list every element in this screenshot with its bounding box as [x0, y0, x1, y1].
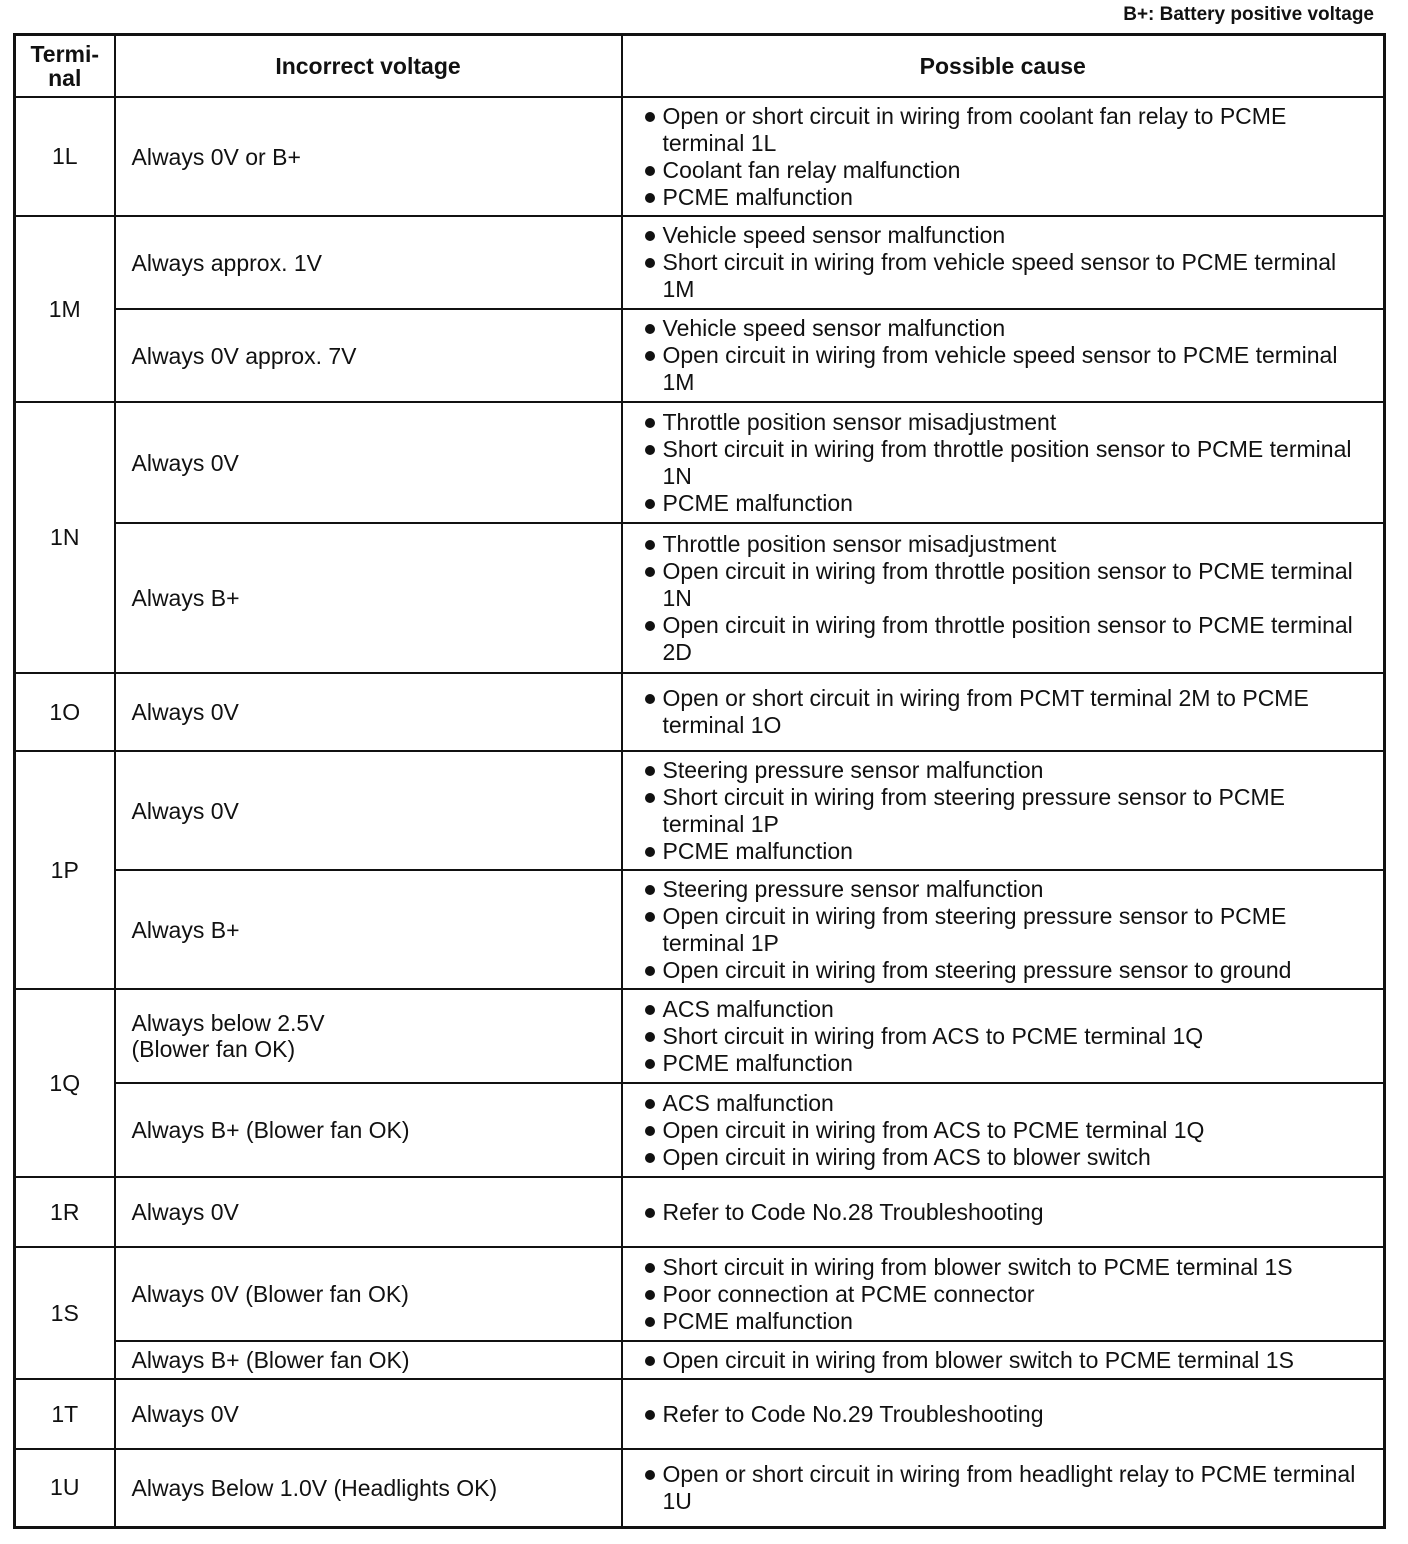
cause-item: Refer to Code No.28 Troubleshooting: [643, 1199, 1374, 1226]
cause-item: PCME malfunction: [643, 1308, 1374, 1335]
incorrect-voltage-cell: Always below 2.5V (Blower fan OK): [115, 989, 622, 1083]
table-row: [15, 1341, 1385, 1379]
cause-list: [643, 876, 1374, 984]
cause-item: Open circuit in wiring from ACS to blower switch: [643, 1144, 1374, 1171]
table-row: [15, 1247, 1385, 1341]
cause-list: [643, 103, 1374, 211]
cause-item: Refer to Code No.29 Troubleshooting: [643, 1401, 1374, 1428]
possible-cause-cell: [622, 309, 1385, 402]
incorrect-voltage-cell: Always 0V: [115, 402, 622, 523]
terminal-diagnosis-table: [13, 33, 1386, 1529]
table-row: [15, 1177, 1385, 1247]
possible-cause-cell: [622, 751, 1385, 870]
cause-item: Short circuit in wiring from vehicle speed sensor to PCME terminal 1M: [643, 249, 1374, 303]
cause-item: Throttle position sensor misadjustment: [643, 531, 1374, 558]
possible-cause-cell: [622, 1341, 1385, 1379]
cause-item: Open circuit in wiring from throttle position sensor to PCME terminal 2D: [643, 612, 1374, 666]
header-possible-cause: Possible cause: [622, 35, 1385, 98]
incorrect-voltage-cell: Always approx. 1V: [115, 216, 622, 309]
table-row: [15, 309, 1385, 402]
cause-item: Open or short circuit in wiring from coolant fan relay to PCME terminal 1L: [643, 103, 1374, 157]
possible-cause-cell: [622, 216, 1385, 309]
cause-item: Throttle position sensor misadjustment: [643, 409, 1374, 436]
cause-list: [643, 757, 1374, 865]
cause-item: Poor connection at PCME connector: [643, 1281, 1374, 1308]
cause-list: [643, 1401, 1374, 1428]
possible-cause-cell: [622, 1449, 1385, 1527]
battery-voltage-note: B+: Battery positive voltage: [1123, 4, 1374, 25]
cause-item: Short circuit in wiring from steering pressure sensor to PCME terminal 1P: [643, 784, 1374, 838]
table-row: [15, 1449, 1385, 1527]
cause-item: Short circuit in wiring from blower switch to PCME terminal 1S: [643, 1254, 1374, 1281]
incorrect-voltage-cell: Always 0V or B+: [115, 97, 622, 216]
cause-item: Coolant fan relay malfunction: [643, 157, 1374, 184]
table-row: [15, 1379, 1385, 1449]
incorrect-voltage-cell: Always B+: [115, 523, 622, 673]
incorrect-voltage-cell: Always B+: [115, 870, 622, 989]
header-incorrect-voltage: Incorrect voltage: [115, 35, 622, 98]
table-row: [15, 97, 1385, 216]
cause-list: [643, 1090, 1374, 1171]
possible-cause-cell: [622, 1083, 1385, 1177]
cause-item: Vehicle speed sensor malfunction: [643, 315, 1374, 342]
cause-list: [643, 1199, 1374, 1226]
possible-cause-cell: [622, 870, 1385, 989]
terminal-cell: 1M: [15, 216, 115, 402]
table-row: [15, 751, 1385, 870]
cause-item: Short circuit in wiring from ACS to PCME terminal 1Q: [643, 1023, 1374, 1050]
terminal-cell: 1U: [15, 1449, 115, 1527]
possible-cause-cell: [622, 989, 1385, 1083]
cause-item: Steering pressure sensor malfunction: [643, 876, 1374, 903]
terminal-cell: 1S: [15, 1247, 115, 1379]
cause-list: [643, 531, 1374, 666]
table-row: [15, 1083, 1385, 1177]
cause-list: [643, 222, 1374, 303]
incorrect-voltage-cell: Always 0V: [115, 1379, 622, 1449]
cause-item: Open or short circuit in wiring from headlight relay to PCME terminal 1U: [643, 1461, 1374, 1515]
table-row: [15, 216, 1385, 309]
cause-item: Steering pressure sensor malfunction: [643, 757, 1374, 784]
incorrect-voltage-cell: Always B+ (Blower fan OK): [115, 1083, 622, 1177]
cause-list: [643, 685, 1374, 739]
cause-item: PCME malfunction: [643, 184, 1374, 211]
possible-cause-cell: [622, 523, 1385, 673]
table-row: [15, 870, 1385, 989]
cause-item: Open or short circuit in wiring from PCMT terminal 2M to PCME terminal 1O: [643, 685, 1374, 739]
cause-item: ACS malfunction: [643, 1090, 1374, 1117]
possible-cause-cell: [622, 673, 1385, 751]
cause-item: Vehicle speed sensor malfunction: [643, 222, 1374, 249]
cause-item: Open circuit in wiring from vehicle speed sensor to PCME terminal 1M: [643, 342, 1374, 396]
cause-list: [643, 1347, 1374, 1374]
terminal-cell: 1Q: [15, 989, 115, 1177]
cause-item: PCME malfunction: [643, 490, 1374, 517]
incorrect-voltage-cell: Always 0V: [115, 673, 622, 751]
cause-item: Open circuit in wiring from throttle position sensor to PCME terminal 1N: [643, 558, 1374, 612]
cause-item: PCME malfunction: [643, 838, 1374, 865]
terminal-cell: 1T: [15, 1379, 115, 1449]
cause-item: PCME malfunction: [643, 1050, 1374, 1077]
cause-item: Open circuit in wiring from steering pressure sensor to ground: [643, 957, 1374, 984]
terminal-cell: 1N: [15, 402, 115, 673]
cause-list: [643, 1461, 1374, 1515]
table-row: [15, 402, 1385, 523]
cause-list: [643, 315, 1374, 396]
terminal-cell: 1R: [15, 1177, 115, 1247]
incorrect-voltage-cell: Always 0V: [115, 1177, 622, 1247]
header-terminal: Termi- nal: [15, 35, 115, 98]
terminal-cell: 1O: [15, 673, 115, 751]
terminal-cell: 1P: [15, 751, 115, 989]
cause-list: [643, 996, 1374, 1077]
possible-cause-cell: [622, 1379, 1385, 1449]
possible-cause-cell: [622, 1247, 1385, 1341]
table-row: [15, 673, 1385, 751]
incorrect-voltage-cell: Always 0V: [115, 751, 622, 870]
incorrect-voltage-cell: Always 0V (Blower fan OK): [115, 1247, 622, 1341]
cause-list: [643, 1254, 1374, 1335]
incorrect-voltage-cell: Always B+ (Blower fan OK): [115, 1341, 622, 1379]
cause-item: Open circuit in wiring from blower switch to PCME terminal 1S: [643, 1347, 1374, 1374]
cause-item: Short circuit in wiring from throttle position sensor to PCME terminal 1N: [643, 436, 1374, 490]
incorrect-voltage-cell: Always 0V approx. 7V: [115, 309, 622, 402]
cause-item: Open circuit in wiring from ACS to PCME terminal 1Q: [643, 1117, 1374, 1144]
table-row: [15, 523, 1385, 673]
possible-cause-cell: [622, 402, 1385, 523]
possible-cause-cell: [622, 1177, 1385, 1247]
terminal-cell: 1L: [15, 97, 115, 216]
incorrect-voltage-cell: Always Below 1.0V (Headlights OK): [115, 1449, 622, 1527]
cause-list: [643, 409, 1374, 517]
cause-item: ACS malfunction: [643, 996, 1374, 1023]
table-row: [15, 989, 1385, 1083]
table-header-row: [15, 35, 1385, 98]
cause-item: Open circuit in wiring from steering pressure sensor to PCME terminal 1P: [643, 903, 1374, 957]
possible-cause-cell: [622, 97, 1385, 216]
